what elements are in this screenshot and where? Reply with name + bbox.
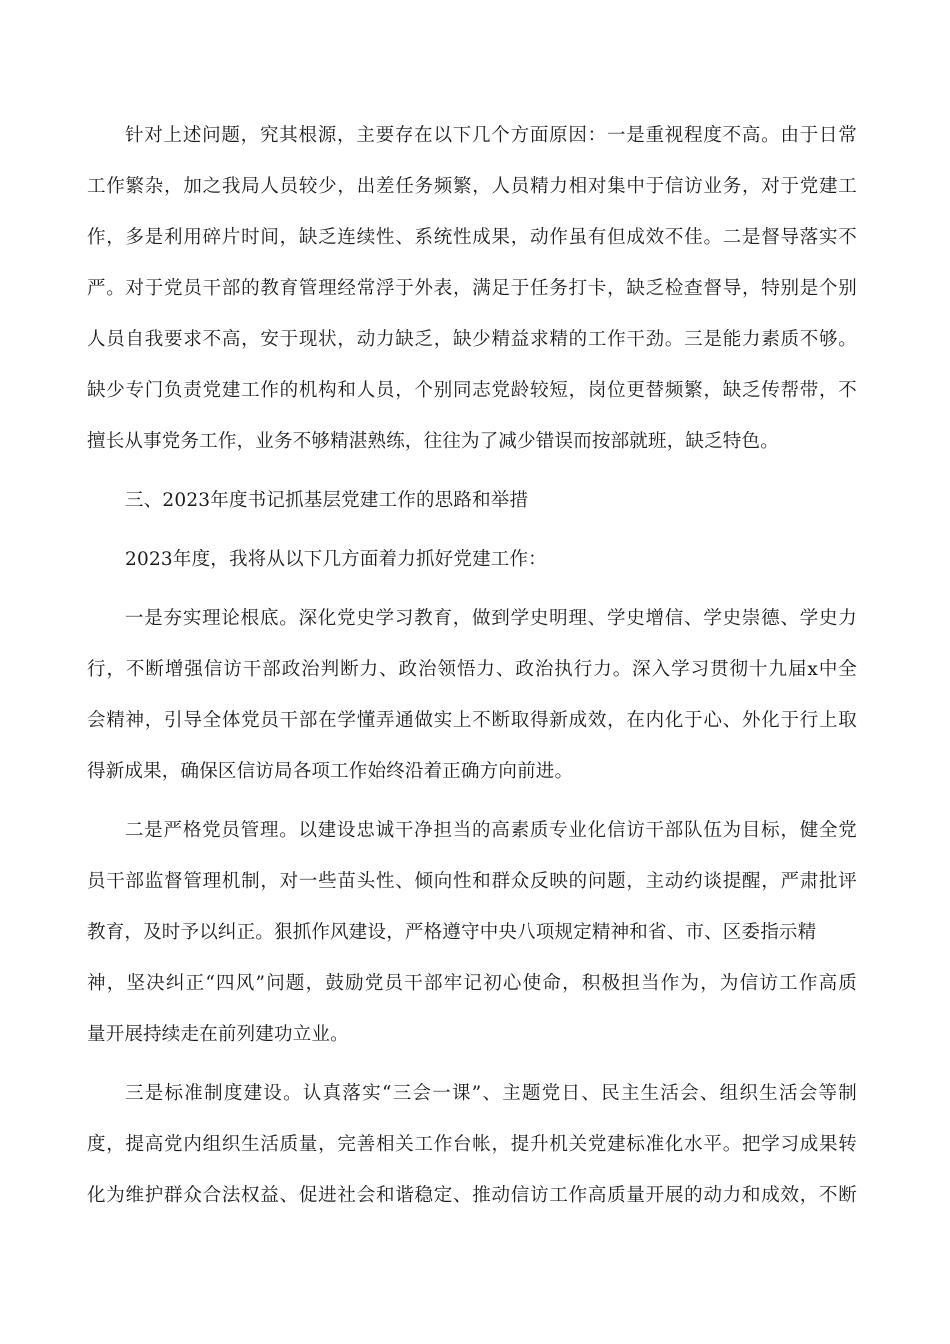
paragraph-line: 针对上述问题，究其根源，主要存在以下几个方面原因：一是重视程度不高。由于日常 (125, 125, 857, 146)
paragraph-line: 2023年度，我将从以下几方面着力抓好党建工作： (125, 549, 547, 570)
paragraph-line: 神，坚决纠正“四风”问题，鼓励党员干部牢记初心使命，积极担当作为，为信访工作高质 (87, 973, 857, 994)
paragraph-line: 行，不断增强信访干部政治判断力、政治领悟力、政治执行力。深入学习贯彻十九届x中全 (87, 659, 857, 680)
paragraph-line: 度，提高党内组织生活质量，完善相关工作台帐，提升机关党建标准化水平。把学习成果转 (87, 1134, 857, 1155)
paragraph-line: 员干部监督管理机制，对一些苗头性、倾向性和群众反映的问题，主动约谈提醒，严肃批评 (87, 871, 857, 892)
section-heading: 三、2023年度书记抓基层党建工作的思路和举措 (125, 490, 529, 511)
paragraph-line: 得新成果，确保区信访局各项工作始终沿着正确方向前进。 (87, 761, 574, 782)
paragraph-line: 人员自我要求不高，安于现状，动力缺乏，缺少精益求精的工作干劲。三是能力素质不够。 (87, 329, 857, 350)
paragraph-line: 教育，及时予以纠正。狠抓作风建设，严格遵守中央八项规定精神和省、市、区委指示精 (87, 922, 817, 943)
paragraph-line: 三是标准制度建设。认真落实“三会一课”、主题党日、民主生活会、组织生活会等制 (125, 1083, 857, 1104)
paragraph-line: 化为维护群众合法权益、促进社会和谐稳定、推动信访工作高质量开展的动力和成效，不断 (87, 1185, 857, 1206)
paragraph-line: 擅长从事党务工作，业务不够精湛熟练，往往为了减少错误而按部就班，缺乏特色。 (87, 431, 779, 452)
paragraph-line: 作，多是利用碎片时间，缺乏连续性、系统性成果，动作虽有但成效不佳。二是督导落实不 (87, 227, 857, 248)
paragraph-line: 工作繁杂，加之我局人员较少，出差任务频繁，人员精力相对集中于信访业务，对于党建工 (87, 176, 857, 197)
paragraph-line: 量开展持续走在前列建功立业。 (87, 1024, 349, 1045)
paragraph-line: 一是夯实理论根底。深化党史学习教育，做到学史明理、学史增信、学史崇德、学史力 (125, 608, 857, 629)
paragraph-line: 缺少专门负责党建工作的机构和人员，个别同志党龄较短，岗位更替频繁，缺乏传帮带，不 (87, 380, 857, 401)
paragraph-line: 会精神，引导全体党员干部在学懂弄通做实上不断取得新成效，在内化于心、外化于行上取 (87, 710, 857, 731)
paragraph-line: 严。对于党员干部的教育管理经常浮于外表，满足于任务打卡，缺乏检查督导，特别是个别 (87, 278, 857, 299)
paragraph-line: 二是严格党员管理。以建设忠诚干净担当的高素质专业化信访干部队伍为目标，健全党 (125, 820, 857, 841)
